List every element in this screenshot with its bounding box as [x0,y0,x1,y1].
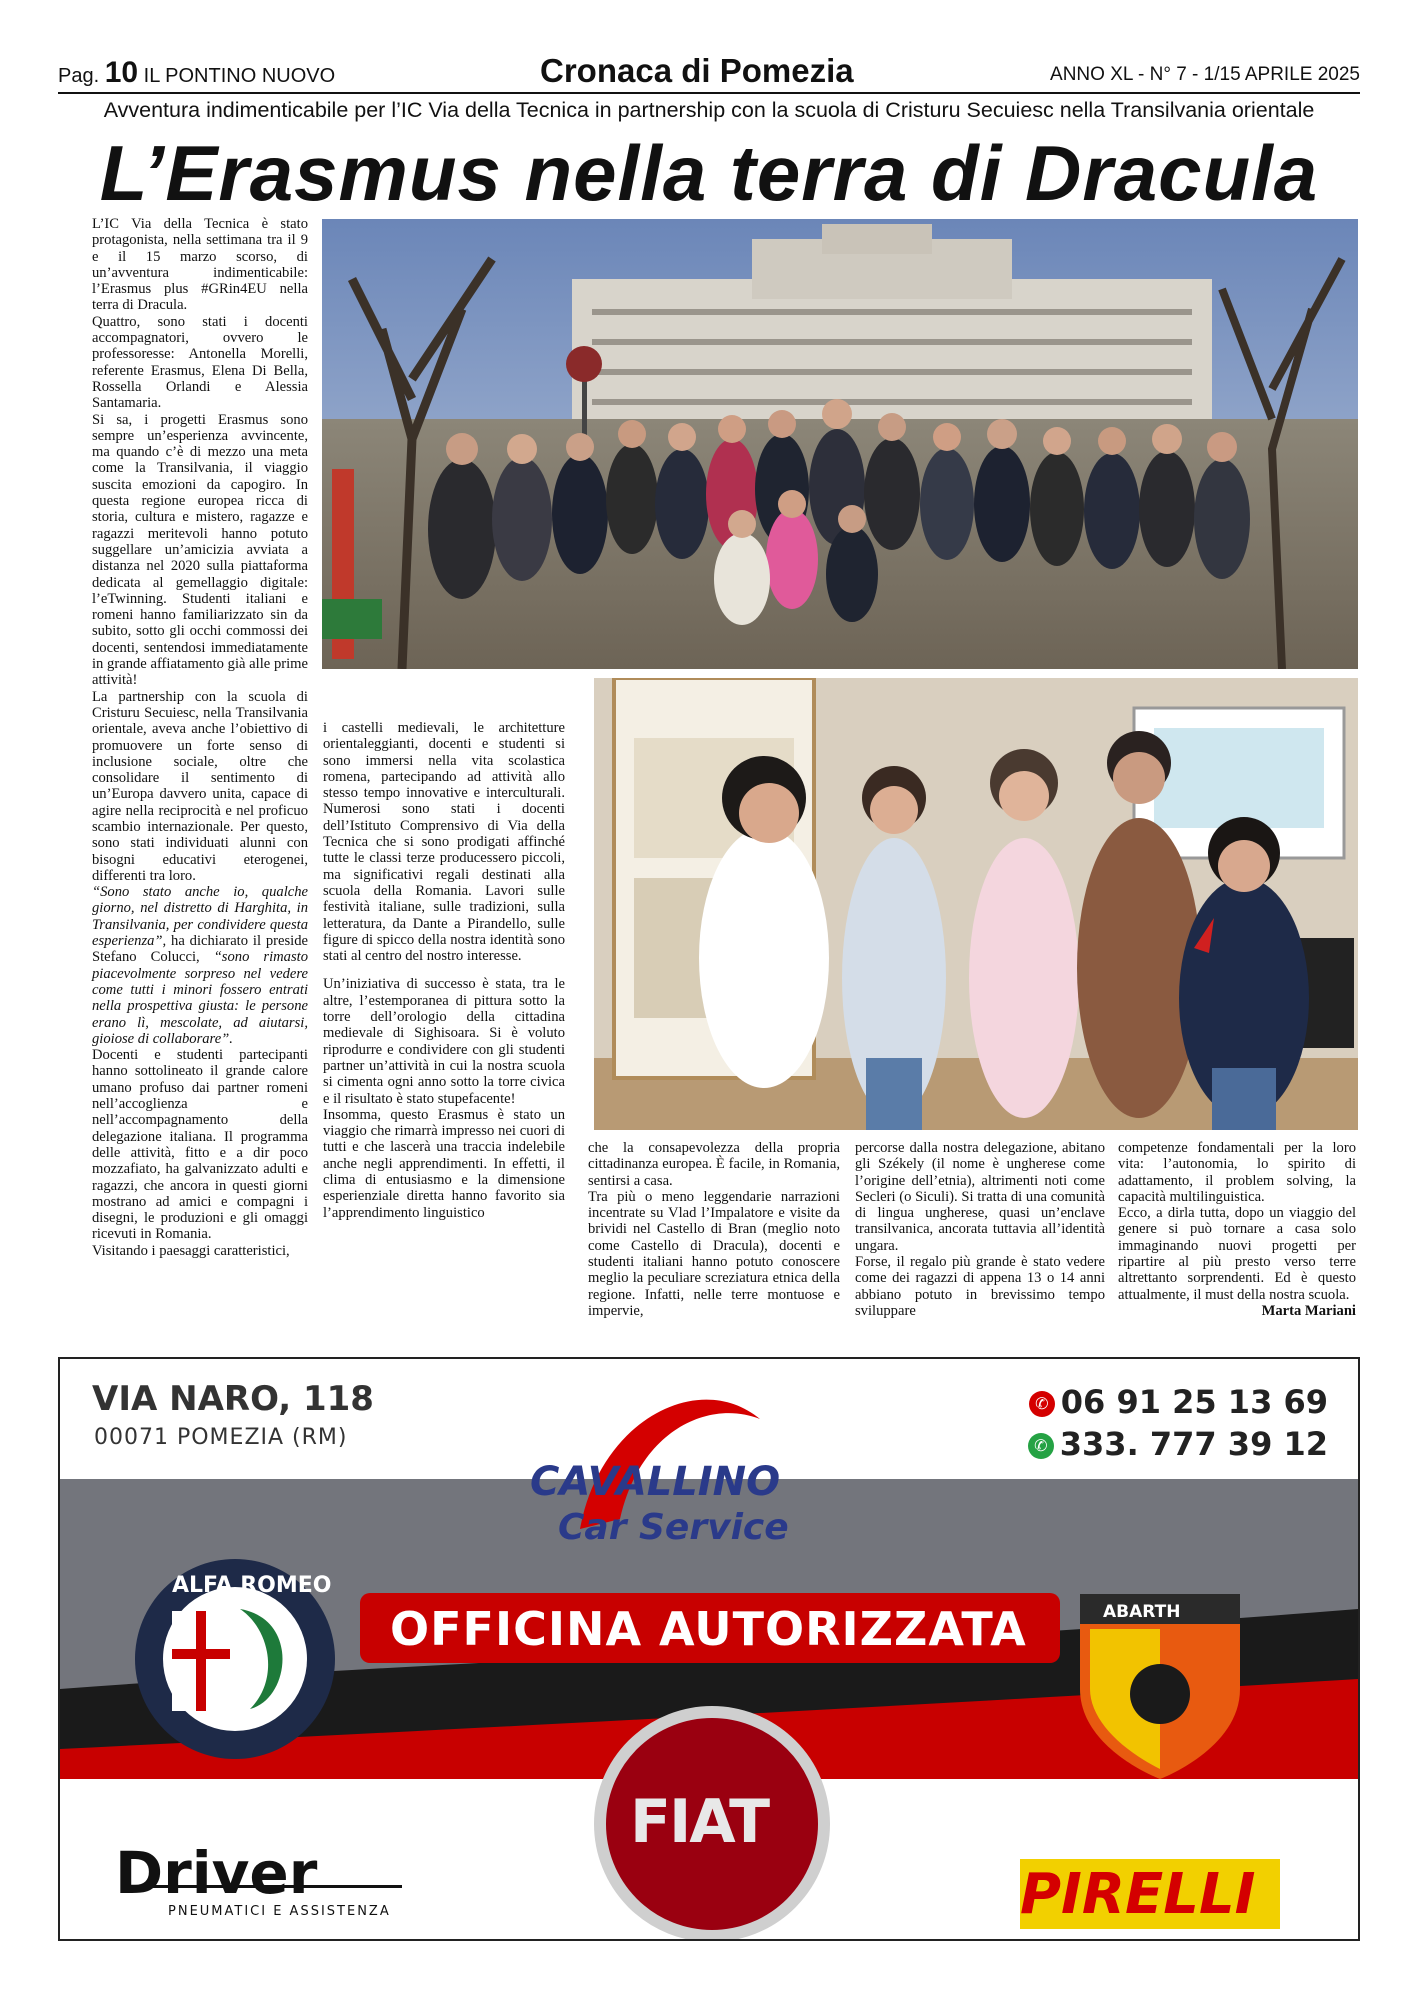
paragraph: Si sa, i progetti Erasmus sono sempre un’esperienza avvincente, ma quando c’è di mezzo una meta come la Transilvania, il viaggio suscita emozioni da capogiro. In questa regione europea ricca di storia, cultura e mistero, ragazze e ragazzi meritevoli hanno potuto suggellare un’amicizia avviata a distanza nel 2020 sulla piattaforma dedicata al gemellaggio digitale: l’eTwinning. Studenti italiani e romeni hanno familiarizzato sin da subito, sotto gli occhi commossi dei docenti, sentendosi immediatamente in grande affiatamento già alle prime attività! [92,411,308,689]
paragraph: Tra più o meno leggendarie narrazioni incentrate su Vlad l’Impalatore e visite da brividi nel Castello di Bran (meglio noto come Castello di Dracula), docenti e studenti italiani hanno potuto conoscere meglio la peculiare screziatura etnica della regione. Infatti, nelle terre montuose e impervie, [588,1188,840,1319]
phone-number: 333. 777 39 12 [1059,1425,1328,1463]
phone-number: 06 91 25 13 69 [1060,1383,1328,1421]
page-number-value: 10 [104,56,139,89]
article-column-4 [855,1140,1105,1319]
pirelli-logo-text: PIRELLI [1020,1862,1256,1927]
paragraph: Quattro, sono stati i docenti accompagnatori, ovvero le professoresse: Antonella Morelli, referente Erasmus, Elena Di Bella, Rossella Orlandi e Alessia Santamaria. [92,313,308,412]
ad-address: VIA NARO, 118 [92,1379,374,1419]
article-column-2 [323,720,565,1221]
paragraph: Insomma, questo Erasmus è stato un viaggio che rimarrà impresso nei cuori di tutti e che lascerà una traccia indelebile anche negli apprendimenti. In effetti, il clima di entusiasmo e la dimensione esperienziale diretta hanno favorito sia l’apprendimento linguistico [323,1106,565,1221]
car-service-advertisement [58,1357,1360,1941]
driver-logo-text: Driver [115,1839,318,1907]
quote-attribution: ha dichiarato il preside Stefano Colucci, [92,933,308,966]
author-byline: Marta Mariani [1261,1302,1356,1319]
paragraph: Forse, il regalo più grande è stato vedere come dei ragazzi di appena 13 o 14 anni abbiano potuto in brevissimo tempo sviluppare [855,1254,1105,1319]
article-kicker: Avventura indimenticabile per l’IC Via della Tecnica in partnership con la scuola di Cristuru Secuiesc nella Transilvania orientale [103,98,1315,122]
paragraph: Docenti e studenti partecipanti hanno sottolineato il grande calore umano profuso dai partner romeni nell’accoglienza e nell’accompagnamento della delegazione italiana. Il programma delle attività, fitto e a dir poco mozzafiato, ha galvanizzato adulti e ragazzi, che ancora in questi giorni mostrano ad amici e compagni i disegni, le produzioni e gli omaggi ricevuti in Romania. [92,1047,308,1243]
phone-icon: ✆ [1029,1391,1055,1417]
quote: “Sono stato anche io, qualche giorno, nel distretto di Harghita, in Transilvania, per condividere questa esperienza”, [92,884,308,950]
page-number [58,56,335,90]
paragraph: i castelli medievali, le architetture orientaleggianti, docenti e studenti si sono immersi nella vita scolastica romena, partecipando ad attività allo stesso tempo innovative e interculturali. Numerosi sono stati i docenti dell’Istituto Comprensivo di Via della Tecnica che si sono prodigati affinché tutte le classi terze producessero piccoli, ma significativi regali destinati alla scuola della Romania. Lavori sulle festività italiane, sulle tradizioni, sulla letteratura, da Dante a Pirandello, sulle figure di spicco della nostra identità sono stati al centro del nostro interesse. [323,720,565,965]
quote-paragraph [92,884,308,1047]
paragraph: L’IC Via della Tecnica è stato protagonista, nella settimana tra il 9 e il 15 marzo scorso, di un’avventura indimenticabile: l’Erasmus plus #GRin4EU nella terra di Dracula. [92,216,308,314]
fiat-logo-text: FIAT [630,1787,769,1857]
ad-banner-text: OFFICINA AUTORIZZATA [390,1602,1027,1656]
publication-name: IL PONTINO NUOVO [143,65,336,87]
group-photo [322,219,1358,669]
page-label: Pag. [58,65,100,87]
brand-name: CAVALLINO [530,1459,781,1505]
ad-phone-2 [1028,1425,1328,1463]
header-rule [58,92,1360,94]
brand-subtitle: Car Service [558,1507,789,1548]
teachers-photo [586,670,1358,1138]
quote: “sono rimasto piacevolmente sorpreso nel vedere come tutti i minori fossero entrati nella prospettiva giusta: le persone erano lì, mescolate, ad aiutarsi, gioiose di collaborare”. [92,949,309,1047]
paragraph: La partnership con la scuola di Cristuru Secuiesc, nella Transilvania orientale, aveva anche l’obiettivo di promuovere un forte senso di inclusione sociale, oltre che consolidare il sentimento di un’Europa davvero unita, capace di agire nella reciprocità e nel proficuo scambio internazionale. Per questo, sono stati individuati alunni con bisogni educativi eterogenei, differenti tra loro. [92,688,308,884]
article-column-3 [588,1140,840,1319]
ad-city: 00071 POMEZIA (RM) [94,1425,348,1450]
ad-phone-1 [1029,1383,1328,1421]
article-headline: L’Erasmus nella terra di Dracula [99,129,1319,217]
paragraph: Un’iniziativa di successo è stata, tra le altre, l’estemporanea di pittura sotto la torre dell’orologio della cittadina medievale di Sighisoara. Si è voluto riprodurre e condividere con gli studenti partner un’attività in cui la nostra scuola si cimenta ogni anno sotto la torre civica e il risultato è stato stupefacente! [323,976,565,1107]
paragraph: Visitando i paesaggi caratteristici, [92,1242,290,1259]
article-column-5 [1118,1140,1356,1319]
alfa-romeo-logo-text: ALFA ROMEO [172,1573,332,1598]
abarth-logo-text: ABARTH [1103,1602,1181,1622]
section-title: Cronaca di Pomezia [540,52,854,89]
driver-tagline: PNEUMATICI E ASSISTENZA [168,1904,391,1919]
whatsapp-icon: ✆ [1028,1433,1054,1459]
issue-info: ANNO XL - N° 7 - 1/15 APRILE 2025 [1050,64,1360,85]
paragraph: che la consapevolezza della propria cittadinanza europea. È facile, in Romania, sentirsi a casa. [588,1140,840,1189]
article-column-1 [92,216,308,1259]
paragraph: competenze fondamentali per la loro vita: l’autonomia, lo spirito di adattamento, il problem solving, la capacità multilinguistica. [1118,1140,1356,1205]
paragraph: percorse dalla nostra delegazione, abitano gli Székely (il nome è ungherese come l’origine dell’etnia), altrimenti noti come Secleri (o Siculi). Si tratta di una comunità di lingua ungherese, quasi un’enclave transilvanica, ancorata tuttavia all’identità ungara. [855,1140,1105,1254]
paragraph: Ecco, a dirla tutta, dopo un viaggio del genere si può tornare a casa solo immaginando nuovi progetti per ripartire al più presto verso terre altrettanto sorprendenti. Ed è questo attualmente, il must della nostra scuola. [1118,1205,1356,1303]
